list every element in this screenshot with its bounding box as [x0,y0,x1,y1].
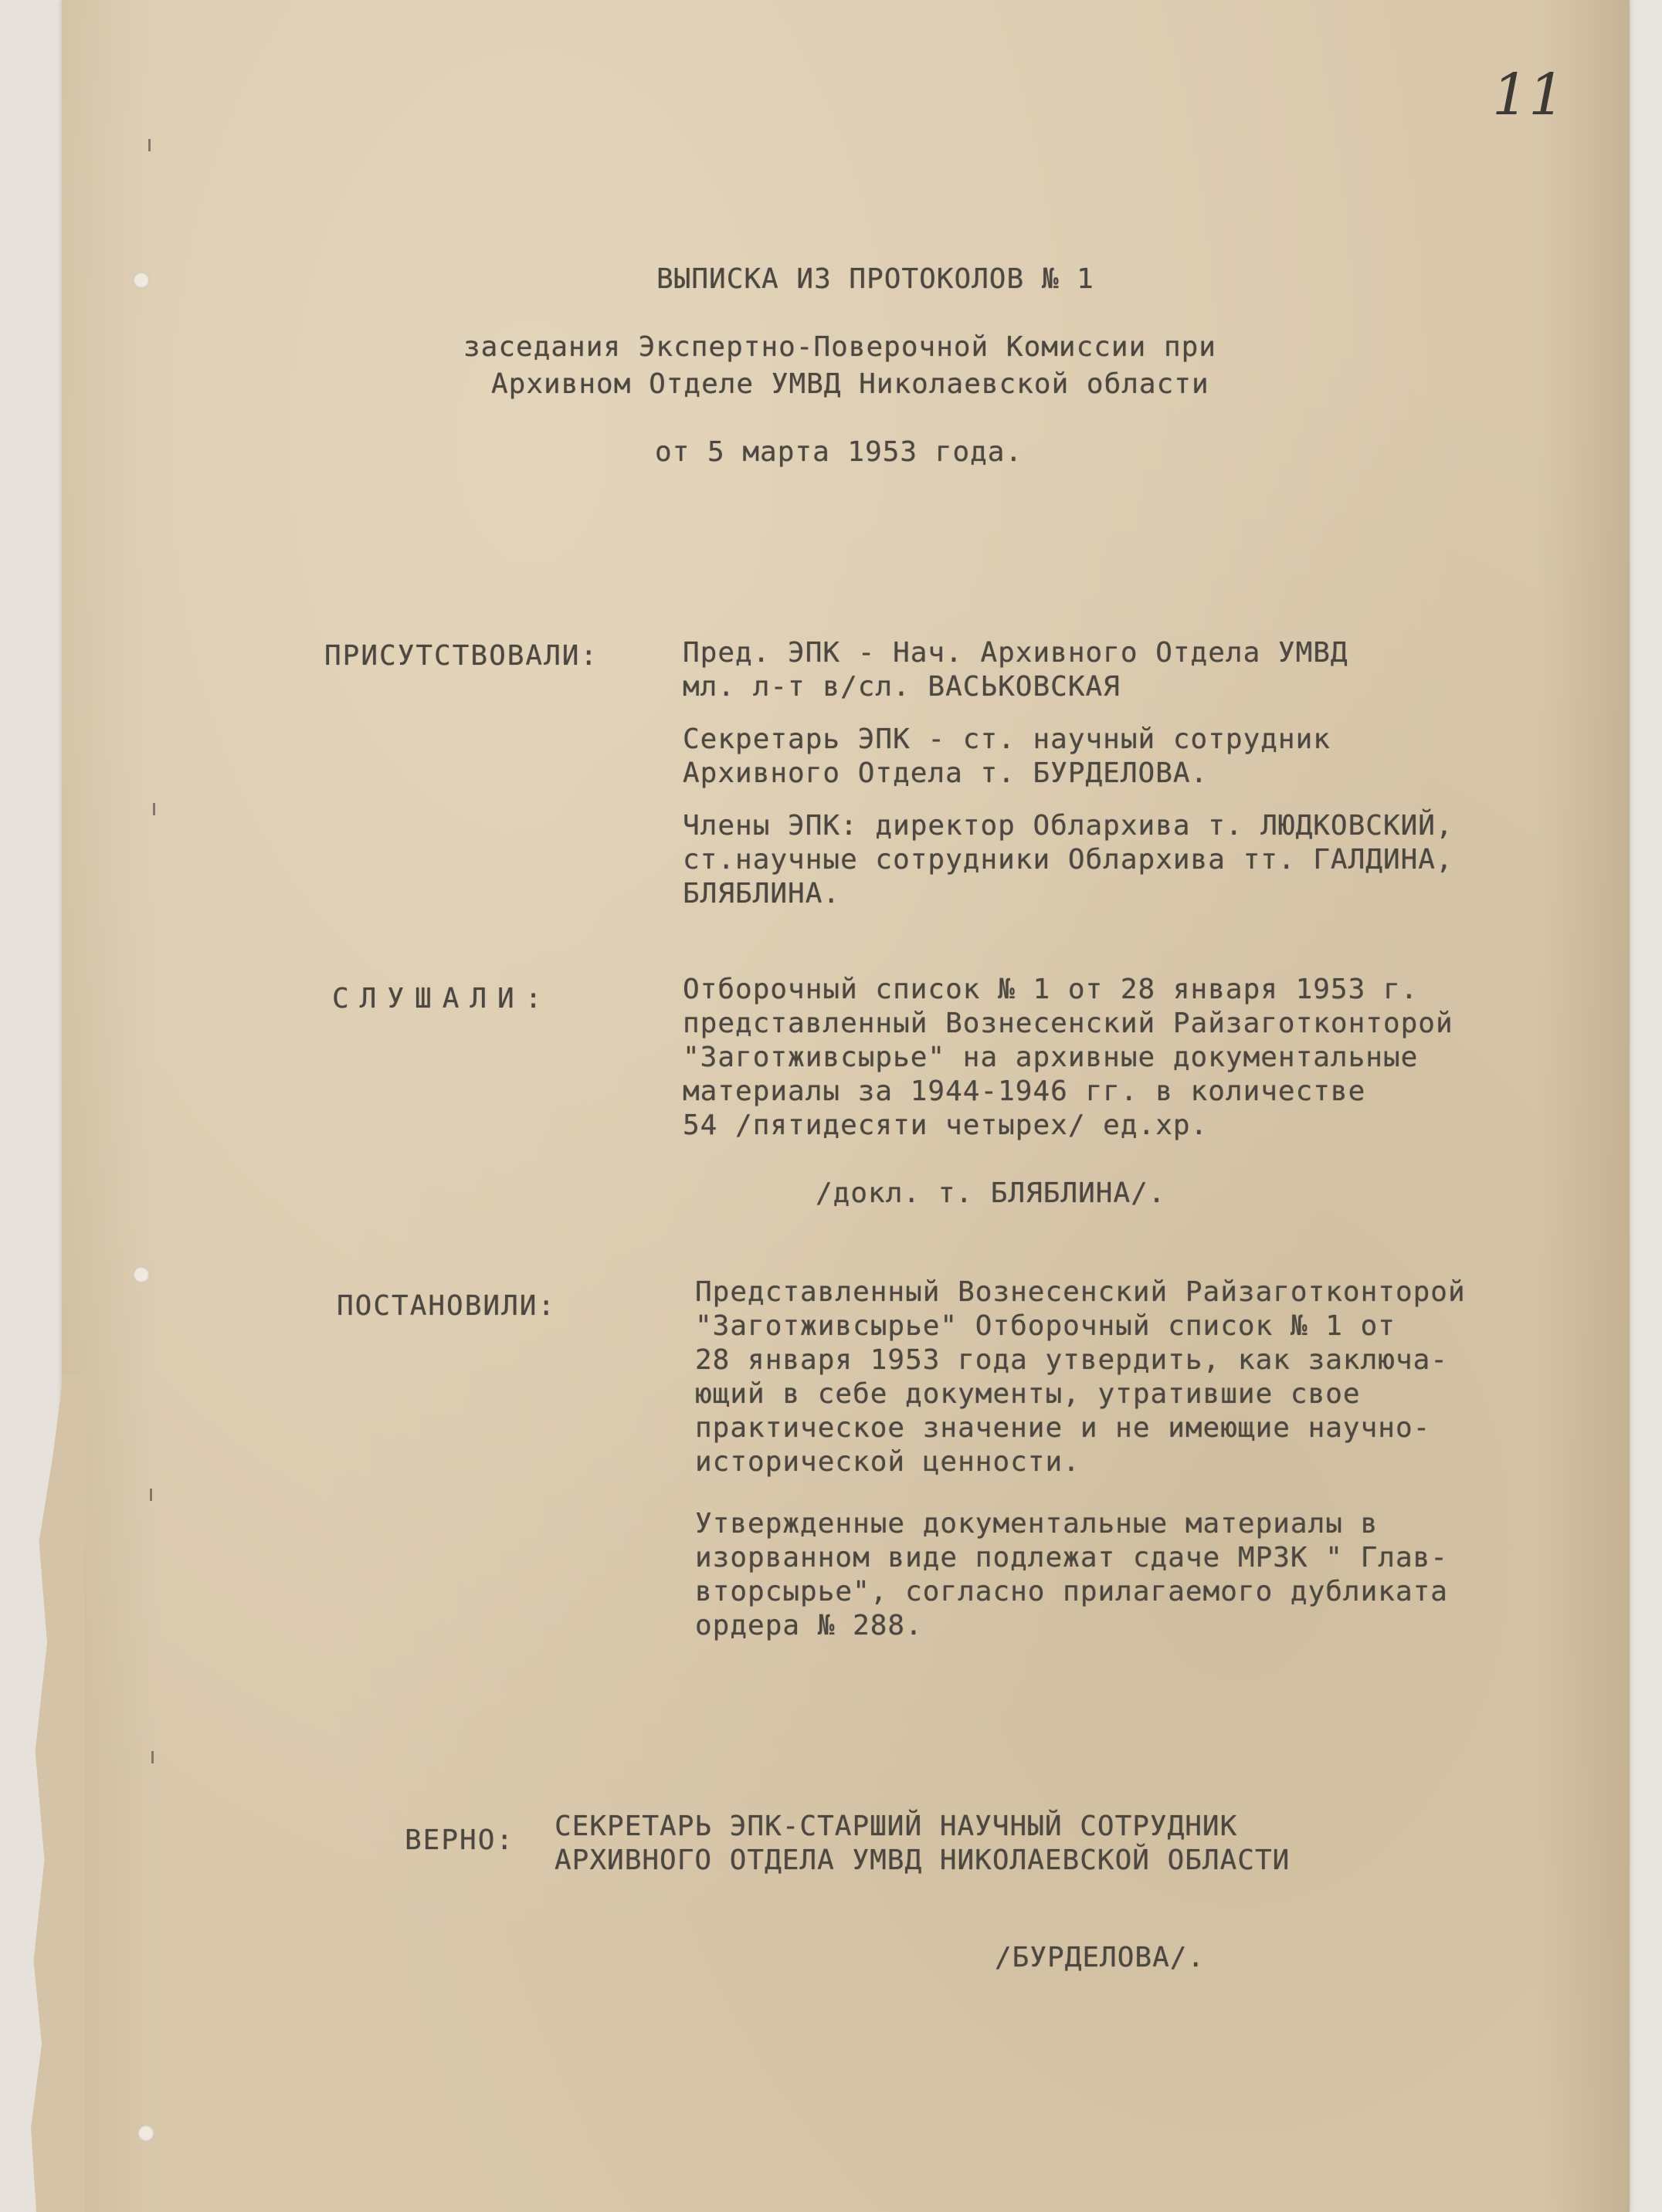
resolved-text: 28 января 1953 года утвердить, как заключа- [695,1344,1448,1376]
resolved-label: ПОСТАНОВИЛИ: [337,1290,557,1322]
margin-tick [151,1751,154,1763]
present-secretary: Секретарь ЭПК - ст. научный сотрудник [683,723,1331,755]
resolved-text: исторической ценности. [695,1446,1080,1478]
margin-tick [148,139,151,151]
punch-hole-middle [133,1266,150,1283]
heard-text: материалы за 1944-1946 гг. в количестве [683,1076,1366,1107]
present-label: ПРИСУТСТВОВАЛИ: [324,640,599,672]
certification-text: АРХИВНОГО ОТДЕЛА УМВД НИКОЛАЕВСКОЙ ОБЛАСТИ [555,1844,1291,1876]
heard-text: "Заготживсырье" на архивные документальные [683,1042,1419,1073]
punch-hole-top [133,272,150,289]
punch-hole-bottom [137,2125,154,2142]
present-members: Члены ЭПК: директор Облархива т. ЛЮДКОВСКИЙ, [683,810,1453,842]
resolved-text: вторсырье", согласно прилагаемого дубликата [695,1576,1448,1607]
document-subtitle: Архивном Отделе УМВД Николаевской области [491,368,1209,400]
present-secretary: Архивного Отдела т. БУРДЕЛОВА. [683,757,1209,789]
report-attribution: /докл. т. БЛЯБЛИНА/. [816,1177,1166,1209]
present-members: ст.научные сотрудники Облархива тт. ГАЛДИНА, [683,844,1453,876]
margin-tick [153,803,155,815]
present-chair: мл. л-т в/сл. ВАСЬКОВСКАЯ [683,671,1121,703]
resolved-text: практическое значение и не имеющие научно- [695,1412,1431,1444]
resolved-text: Утвержденные документальные материалы в [695,1508,1379,1540]
present-members: БЛЯБЛИНА. [683,878,841,910]
certification-text: СЕКРЕТАРЬ ЭПК-СТАРШИЙ НАУЧНЫЙ СОТРУДНИК [555,1811,1238,1842]
resolved-text: "Заготживсырье" Отборочный список № 1 от [695,1310,1396,1342]
heard-text: 54 /пятидесяти четырех/ ед.хр. [683,1109,1209,1141]
signature-name: /БУРДЕЛОВА/. [995,1942,1206,1973]
document-title: ВЫПИСКА ИЗ ПРОТОКОЛОВ № 1 [656,263,1094,295]
document-subtitle: заседания Экспертно-Поверочной Комиссии при [463,331,1216,363]
resolved-text: ордера № 288. [695,1610,923,1641]
folio-number: 11 [1492,62,1565,128]
resolved-text: Представленный Вознесенский Райзаготконторой [695,1276,1466,1308]
heard-text: представленный Вознесенский Райзаготконторой [683,1008,1453,1039]
certification-label: ВЕРНО: [405,1824,515,1856]
meeting-date: от 5 марта 1953 года. [655,436,1023,468]
heard-label: СЛУШАЛИ: [332,983,553,1015]
margin-tick [150,1489,152,1501]
resolved-text: ющий в себе документы, утратившие свое [695,1378,1361,1410]
heard-text: Отборочный список № 1 от 28 января 1953 г. [683,974,1419,1005]
present-chair: Пред. ЭПК - Нач. Архивного Отдела УМВД [683,637,1348,669]
resolved-text: изорванном виде подлежат сдаче МРЗК " Глав- [695,1542,1448,1573]
